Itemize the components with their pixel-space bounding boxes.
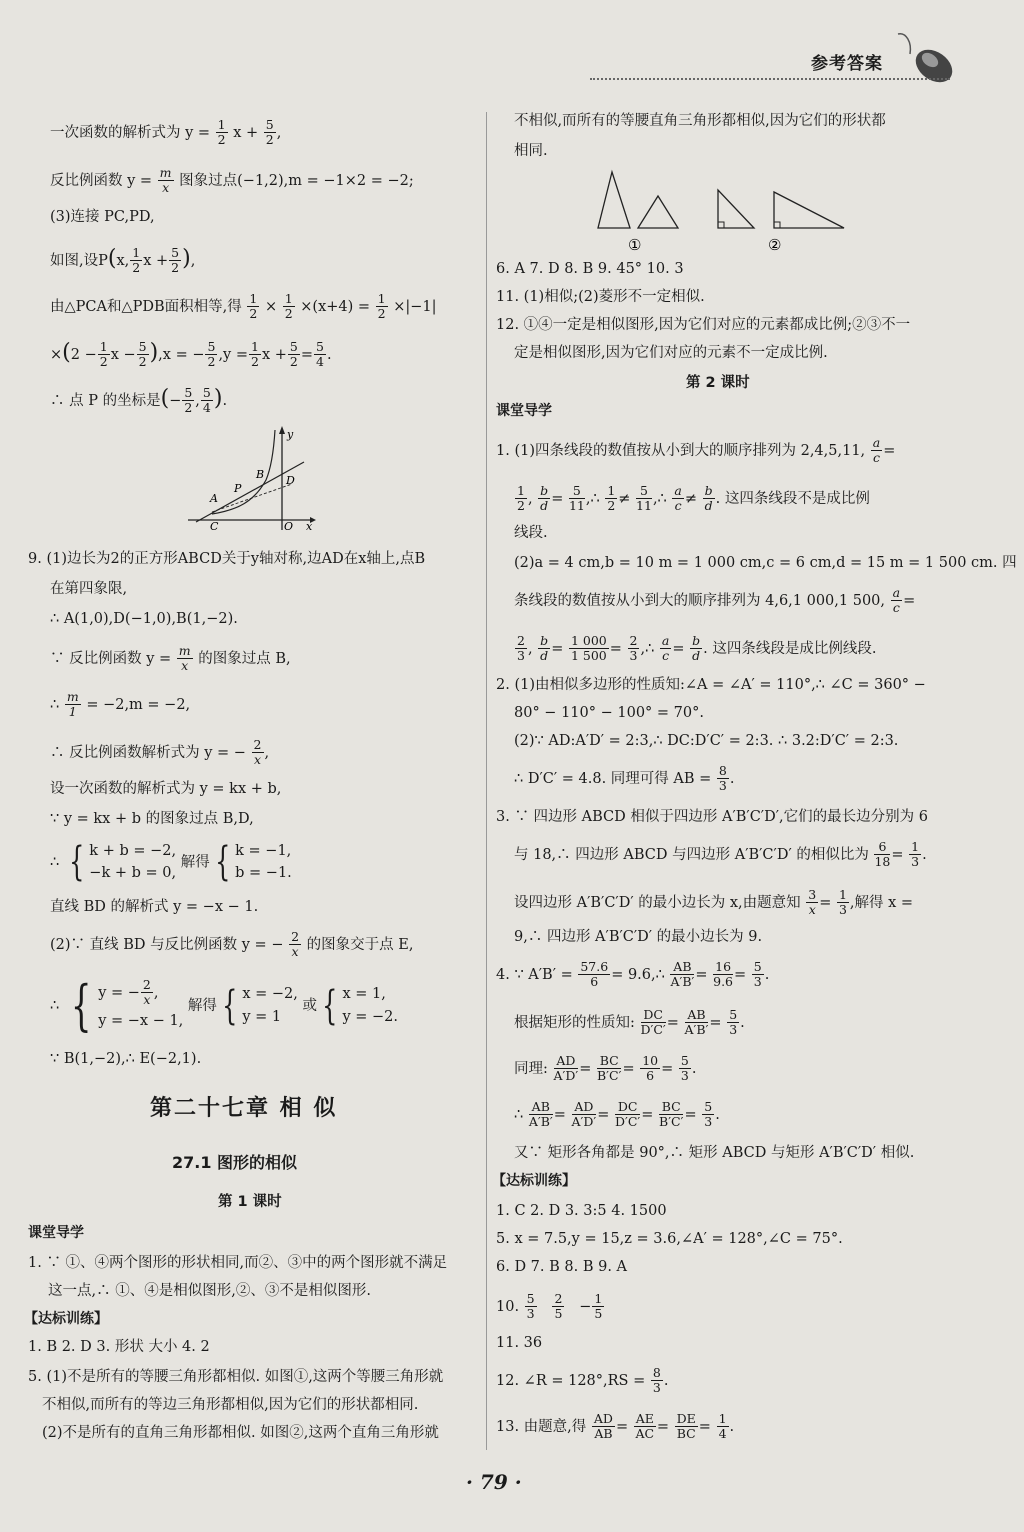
line: (3)连接 PC,PD, [50,209,155,225]
text: ×|−1| [393,298,437,315]
fraction: $\frac{1}{2}$ [249,291,258,322]
line: 5. x = 7.5,y = 15,z = 3.6,∠A′ = 128°,∠C = 75°. [496,1231,843,1247]
line: ∴ A(1,0),D(−1,0),B(1,−2). [50,611,238,627]
fraction: $\frac{1}{2}$ [251,339,259,370]
line: 直线 BD 的解析式 y = −x − 1. [50,899,259,915]
text: 条线段的数值按从小到大的顺序排列为 4,6,1 000,1 500, [514,592,886,609]
line: 1. C 2. D 3. 3:5 4. 1500 [496,1203,667,1219]
fraction: $\frac{a}{c}$ [892,585,901,616]
text: × [50,346,63,363]
text: ×(x+4) = [300,298,371,315]
fraction: $\frac{5}{2}$ [265,117,274,148]
fraction: $\frac{AB}{A'B'}$ [528,1099,553,1130]
fraction: $\frac{2}{3}$ [629,633,638,664]
text: 同理: [514,1060,548,1077]
page-header-title: 参考答案 [811,54,883,74]
text: ∴ D′C′ = 4.8. 同理可得 AB = [514,770,712,787]
text: = 9.6,∴ [611,966,665,983]
fraction: $\frac{5}{2}$ [138,339,147,370]
fraction: $\frac{m}{x}$ [159,165,172,196]
line: 80° − 110° − 100° = 70°. [514,705,704,721]
line: 6. D 7. B 8. B 9. A [496,1259,628,1275]
text: 解得 [180,854,210,871]
fraction: $\frac{5}{3}$ [704,1099,713,1130]
line: 1. (1)四条线段的数值按从小到大的顺序排列为 2,4,5,11, $\frac{a}{c}$ = [496,435,896,466]
line: 11. (1)相似;(2)菱形不一定相似. [496,289,705,305]
fraction: $\frac{DC}{D'C'}$ [615,1099,641,1130]
fraction: $\frac{b}{d}$ [692,633,701,664]
text: ∵ 反比例函数 y = [50,650,172,667]
text: 解得 [187,997,217,1014]
text: 由△PCA和△PDB面积相等,得 [50,298,242,315]
line: 11. 36 [496,1335,543,1351]
text: ∴ [50,696,60,713]
fraction: $\frac{1}{2}$ [607,483,616,514]
line: ∵ B(1,−2),∴ E(−2,1). [50,1051,202,1067]
fraction: $\frac{a}{c}$ [872,435,881,466]
fraction: $\frac{AE}{AC}$ [635,1411,655,1442]
fraction: $\frac{DC}{D'C'}$ [640,1007,666,1038]
text: 这四条线段是成比例线段. [712,640,877,657]
text: b = −1. [235,865,292,882]
line [50,930,413,960]
fraction: $\frac{5}{2}$ [289,339,298,370]
text: y = −x − 1, [98,1012,184,1029]
line: 2. (1)由相似多边形的性质知:∠A = ∠A′ = 110°,∴ ∠C = 360° − [496,677,926,693]
text: −k + b = 0, [89,865,177,882]
text: y = −2. [342,1008,398,1025]
fraction: $\frac{6}{18}$ [874,839,891,870]
fraction: $\frac{b}{d}$ [704,483,713,514]
text: 4. ∵ A′B′ = [496,966,573,983]
line: 与 18,∴ 四边形 ABCD 与四边形 A′B′C′D′ 的相似比为 $\frac{6}{18}$ = $\frac{1}{3}$ . [514,839,927,870]
line: ∴ D′C′ = 4.8. 同理可得 AB = $\frac{8}{3}$ . [514,763,735,794]
fraction: $\frac{BC}{B'C'}$ [597,1053,622,1084]
line [50,690,190,720]
triangle-figures [594,166,854,258]
fraction: $\frac{AD}{A'D'}$ [571,1099,597,1130]
lesson-title: 第 1 课时 [218,1194,282,1210]
fraction: $\frac{5}{4}$ [202,385,211,416]
fraction: $\frac{2}{3}$ [517,633,525,664]
line: $\frac{1}{2}$ , $\frac{b}{d}$ = $\frac{5}{11}$ ,∴ $\frac{1}{2}$ ≠ $\frac{5}{11}$ ,∴ $\frac{a}{c}$ ≠ $\frac{b}{d}$ . 这四条线段不是成比例 [517,483,870,514]
fraction: $\frac{8}{3}$ [652,1365,661,1396]
text: 10. [496,1298,520,1315]
line: 5. (1)不是所有的等腰三角形都相似. 如图①,这两个等腰三角形就 [28,1369,444,1385]
fraction: $\frac{m}{1}$ [66,689,79,720]
fraction: $\frac{a}{c}$ [661,633,670,664]
fraction: $\frac{1}{3}$ [911,839,920,870]
line: 如图,设P(x, $\frac{1}{2}$ x + $\frac{5}{2}$ ), [50,245,196,276]
fraction: $\frac{AB}{A'B'}$ [670,959,695,990]
line: 不相似,而所有的等腰直角三角形都相似,因为它们的形状都 [514,113,886,129]
subsection-heading: 课堂导学 [496,403,552,419]
line: 定是相似图形,因为它们对应的元素不一定成比例. [514,345,828,361]
line: $\frac{2}{3}$ , $\frac{b}{d}$ = $\frac{1 000}{1 500}$ = $\frac{2}{3}$ ,∴ $\frac{a}{c}$ = $\frac{b}{d}$ . 这四条线段是成比例线段. [517,633,877,664]
fraction: $\frac{1}{2}$ [217,117,226,148]
point-label-p: P [234,482,242,495]
text: ∴ 点 P 的坐标是 [50,392,161,409]
line: 9. (1)边长为2的正方形ABCD关于y轴对称,边AD在x轴上,点B [28,551,426,567]
text: (2)∵ 直线 BD 与反比例函数 y = − [50,936,284,953]
fraction: $\frac{5}{3}$ [753,959,762,990]
fraction: $\frac{5}{2}$ [184,385,193,416]
text: 一次函数的解析式为 y = [50,124,211,141]
fraction: $\frac{5}{3}$ [526,1291,535,1322]
line: 9,∴ 四边形 A′B′C′D′ 的最小边长为 9. [514,929,763,945]
line: 3. ∵ 四边形 ABCD 相似于四边形 A′B′C′D′,它们的最长边分别为 6 [496,809,928,825]
line: 6. A 7. D 8. B 9. 45° 10. 3 [496,261,684,277]
point-label-d: D [286,474,295,487]
fraction: $\frac{57.6}{6}$ [580,959,609,990]
text: 与 18,∴ 四边形 ABCD 与四边形 A′B′C′D′ 的相似比为 [514,846,869,863]
fraction: $\frac{1}{2}$ [284,291,293,322]
line: 相同. [514,143,548,159]
text: 1. (1)四条线段的数值按从小到大的顺序排列为 2,4,5,11, [496,442,866,459]
fraction: $\frac{a}{c}$ [674,483,682,514]
fraction: $\frac{1}{2}$ [517,483,525,514]
origin-label: O [284,520,294,533]
text: 设四边形 A′B′C′D′ 的最小边长为 x,由题意知 [514,894,801,911]
line: 同理: $\frac{AD}{A'D'}$ = $\frac{BC}{B'C'}$ = $\frac{10}{6}$ = $\frac{5}{3}$ . [514,1053,697,1084]
fraction: $\frac{5}{4}$ [316,339,324,370]
text: ∴ 反比例函数解析式为 y = − [50,744,246,761]
fraction: $\frac{AD}{A'D'}$ [553,1053,579,1084]
text: 如图,设P [50,252,108,269]
fraction: $\frac{5}{11}$ [568,483,585,514]
subsection-heading: 课堂导学 [28,1225,84,1241]
section-title: 27.1 图形的相似 [172,1153,298,1172]
line: 设四边形 A′B′C′D′ 的最小边长为 x,由题意知 $\frac{3}{x}$ = $\frac{1}{3}$ ,解得 x = [514,887,914,918]
line [50,644,291,674]
text: k + b = −2, [89,843,177,859]
text: × [264,298,278,315]
line: (2)∵ AD:A′D′ = 2:3,∴ DC:D′C′ = 2:3. ∴ 3.2:D′C′ = 2:3. [514,733,899,749]
fraction: $\frac{DE}{BC}$ [676,1411,696,1442]
fraction: $\frac{b}{d}$ [540,633,549,664]
text: x + [233,124,259,141]
line: 10. $\frac{5}{3}$ $\frac{2}{5}$ − $\frac{1}{5}$ [496,1291,603,1322]
line: 设一次函数的解析式为 y = kx + b, [50,781,282,797]
fraction: $\frac{2}{5}$ [554,1291,563,1322]
fraction: $\frac{3}{x}$ [808,887,817,918]
text: ,解得 x = [849,894,914,911]
line: ∵ y = kx + b 的图象过点 B,D, [50,811,254,827]
line: (2)a = 4 cm,b = 10 m = 1 000 cm,c = 6 cm,d = 15 m = 1 500 cm. 四 [514,555,1017,571]
text: 的图象交于点 E, [306,936,414,953]
fraction: $\frac{m}{x}$ [178,643,191,674]
fraction: $\frac{1}{2}$ [132,245,141,276]
figure-label-2: ② [768,236,782,254]
fraction: $\frac{BC}{B'C'}$ [659,1099,684,1130]
fraction: $\frac{1 000}{1 500}$ [570,633,607,664]
text: x + [261,346,287,363]
text: 或 [302,997,317,1014]
lesson-title: 第 2 课时 [686,375,750,391]
line: 又∵ 矩形各角都是 90°,∴ 矩形 ABCD 与矩形 A′B′C′D′ 相似. [514,1145,915,1161]
fraction: $\frac{2}{x}$ [253,737,262,768]
fraction: $\frac{AD}{AB}$ [593,1411,613,1442]
text: 根据矩形的性质知: [514,1014,635,1031]
text: = −2,m = −2, [86,696,191,713]
text: ,y = [218,346,248,363]
line: ∴ 点 P 的坐标是(− $\frac{5}{2}$ , $\frac{5}{4}$ ). [50,385,228,416]
fraction: $\frac{10}{6}$ [642,1053,659,1084]
line: 4. ∵ A′B′ = $\frac{57.6}{6}$ = 9.6,∴ $\frac{AB}{A'B'}$ = $\frac{16}{9.6}$ = $\frac{5}{3}$ . [496,959,770,990]
text: ,x = − [158,346,205,363]
text: = [300,346,313,363]
text: 12. ∠R = 128°,RS = [496,1372,646,1389]
fraction: $\frac{2}{x}$ [142,977,151,1008]
function-graph [182,422,322,534]
fraction: $\frac{5}{2}$ [207,339,216,370]
text: 反比例函数 y = [50,172,153,189]
line: 这一点,∴ ①、④是相似图形,②、③不是相似图形. [48,1283,371,1299]
page-number: · 79 · [466,1470,522,1494]
fraction: $\frac{1}{4}$ [718,1411,727,1442]
line: 13. 由题意,得 $\frac{AD}{AB}$ = $\frac{AE}{AC}$ = $\frac{DE}{BC}$ = $\frac{1}{4}$ . [496,1411,735,1442]
line: 在第四象限, [50,581,128,597]
figure-label-1: ① [628,236,642,254]
text: k = −1, [235,843,292,859]
fraction: $\frac{5}{3}$ [680,1053,689,1084]
point-label-a: A [210,492,218,505]
axis-label-y: y [287,428,294,441]
line: 根据矩形的性质知: $\frac{DC}{D'C'}$ = $\frac{AB}{A'B'}$ = $\frac{5}{3}$ . [514,1007,745,1038]
left-column [0,0,486,1460]
subsection-heading: 【达标训练】 [24,1311,108,1327]
text: 图象过点(−1,2),m = −1×2 = −2; [179,172,414,189]
text: 13. 由题意,得 [496,1418,587,1435]
fraction: $\frac{5}{2}$ [171,245,180,276]
fraction: $\frac{b}{d}$ [540,483,549,514]
text: 的图象过点 B, [198,650,291,667]
text: ∴ [514,1106,524,1123]
fraction: $\frac{1}{2}$ [99,339,108,370]
line: 条线段的数值按从小到大的顺序排列为 4,6,1 000,1 500, $\frac{a}{c}$ = [514,585,916,616]
point-label-b: B [256,468,265,481]
point-label-c: C [210,520,219,533]
line: ∴ $\frac{AB}{A'B'}$ = $\frac{AD}{A'D'}$ = $\frac{DC}{D'C'}$ = $\frac{BC}{B'C'}$ = $\frac{5}{3}$ . [514,1099,720,1130]
line: 一次函数的解析式为 y = $\frac{1}{2}$ x + $\frac{5}{2}$ , [50,117,282,148]
line: ∴ { k + b = −2, −k + b = 0, 解得 { k = −1, b = −1. [50,839,292,886]
text: y = − [98,984,140,1001]
fraction: $\frac{AB}{A'B'}$ [684,1007,709,1038]
line: 线段. [514,525,548,541]
chapter-title: 第二十七章 相 似 [150,1096,338,1121]
line: 12. ①④一定是相似图形,因为它们对应的元素都成比例;②③不一 [496,317,911,333]
fraction: $\frac{1}{2}$ [377,291,386,322]
fraction: $\frac{5}{11}$ [636,483,652,514]
fraction: $\frac{5}{3}$ [729,1007,738,1038]
line: (2)不是所有的直角三角形都相似. 如图②,这两个直角三角形就 [42,1425,439,1441]
line: 12. ∠R = 128°,RS = $\frac{8}{3}$ . [496,1365,669,1396]
fraction: $\frac{16}{9.6}$ [713,959,734,990]
axis-label-x: x [306,520,313,533]
subsection-heading: 【达标训练】 [492,1173,576,1189]
fraction: $\frac{2}{x}$ [291,929,300,960]
right-column [486,0,1024,1460]
line: 1. ∵ ①、④两个图形的形状相同,而②、③中的两个图形就不满足 [28,1255,448,1271]
text: y = 1 [242,1008,282,1025]
line: ×(2 − $\frac{1}{2}$ x − $\frac{5}{2}$ ),x = − $\frac{5}{2}$ ,y = $\frac{1}{2}$ x + $\frac{5}{2}$ = $\frac{5}{4}$ . [50,339,332,370]
text: x = 1, [342,986,386,1003]
line: ∴ { y = − $\frac{2}{x}$ , y = −x − 1, 解得 { x = −2, y = 1 或 { x = 1, y = −2. [50,973,398,1037]
text: x = −2, [242,986,298,1003]
line [50,292,437,322]
line: ∴ 反比例函数解析式为 y = − $\frac{2}{x}$ , [50,737,270,768]
text: 这四条线段不是成比例 [724,490,870,507]
line [50,166,414,196]
fraction: $\frac{8}{3}$ [718,763,727,794]
line: 1. B 2. D 3. 形状 大小 4. 2 [28,1339,210,1355]
fraction: $\frac{1}{5}$ [594,1291,603,1322]
line: 不相似,而所有的等边三角形都相似,因为它们的形状都相同. [42,1397,419,1413]
fraction: $\frac{1}{3}$ [838,887,847,918]
